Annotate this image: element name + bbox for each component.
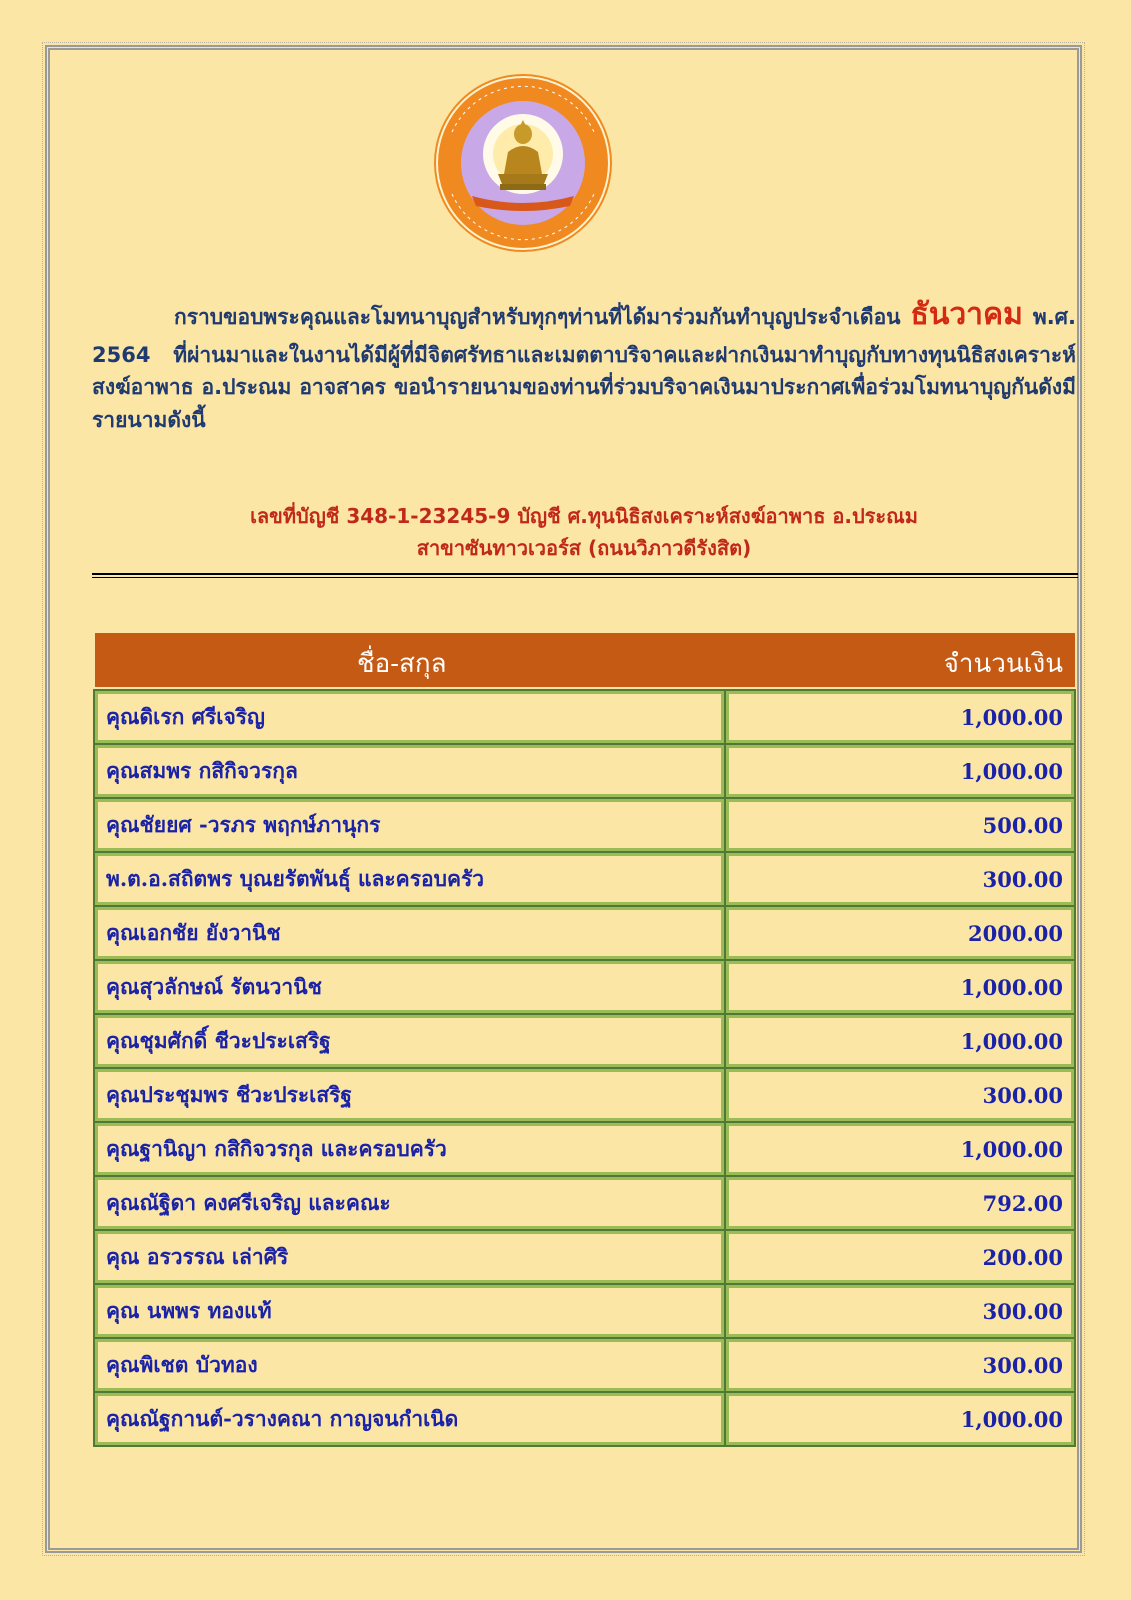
donation-amount: 1,000.00 [726, 1393, 1074, 1445]
header-amount: จำนวนเงิน [943, 649, 1063, 679]
donor-name: พ.ต.อ.สถิตพร บุณยรัตพันธุ์ และครอบครัว [95, 853, 724, 905]
donation-amount: 1,000.00 [726, 745, 1074, 797]
donation-amount: 300.00 [726, 1339, 1074, 1391]
donation-amount: 1,000.00 [726, 1015, 1074, 1067]
donation-amount: 200.00 [726, 1231, 1074, 1283]
donor-name: คุณชัยยศ -วรภร พฤกษ์ภานุกร [95, 799, 724, 851]
donor-name: คุณเอกชัย ยังวานิช [95, 907, 724, 959]
intro-paragraph [92, 292, 1076, 436]
donor-name: คุณ นพพร ทองแท้ [95, 1285, 724, 1337]
donation-amount: 792.00 [726, 1177, 1074, 1229]
donor-name: คุณประชุมพร ชีวะประเสริฐ [95, 1069, 724, 1121]
buddha-seal-icon [432, 72, 614, 254]
account-line-1: เลขที่บัญชี 348-1-23245-9 บัญชี ศ.ทุนนิธิสงเคราะห์สงฆ์อาพาธ อ.ประณม [250, 504, 918, 528]
donation-amount: 300.00 [726, 853, 1074, 905]
donor-table [93, 689, 1076, 1447]
account-line-2: สาขาซันทาวเวอร์ส (ถนนวิภาวดีรังสิต) [416, 536, 752, 560]
month-highlight: ธันวาคม [910, 297, 1023, 332]
divider [92, 573, 1078, 575]
header-name: ชื่อ-สกุล [357, 649, 447, 679]
donation-amount: 1,000.00 [726, 691, 1074, 743]
donation-amount: 300.00 [726, 1285, 1074, 1337]
donation-amount: 500.00 [726, 799, 1074, 851]
divider-thin [92, 577, 1078, 578]
donation-amount: 300.00 [726, 1069, 1074, 1121]
donation-amount: 1,000.00 [726, 961, 1074, 1013]
donor-name: คุณ อรวรรณ เล่าศิริ [95, 1231, 724, 1283]
intro-text-2: พ.ศ. 2564 ที่ผ่านมาและในงานได้มีผู้ที่มีจิตศรัทธาและเมตตาบริจาคและฝากเงินมาทำบุญกับทางทุนนิธิสงเคราะห์สงฆ์อาพาธ อ.ประณม อาจสาคร ขอนำรายนามของท่านที่ร่วมบริจาคเงินมาประกาศเพื่อร่วมโมทนาบุญกันดังมีรายนามดังนี้ [92, 305, 1076, 432]
donation-amount: 1,000.00 [726, 1123, 1074, 1175]
donor-name: คุณณัฐกานต์-วรางคณา กาญจนกำเนิด [95, 1393, 724, 1445]
donor-name: คุณชุมศักดิ์ ชีวะประเสริฐ [95, 1015, 724, 1067]
bank-account-info [92, 500, 1076, 564]
table-header [95, 633, 1075, 687]
donor-name: คุณพิเชต บัวทอง [95, 1339, 724, 1391]
donor-name: คุณสุวลักษณ์ รัตนวานิช [95, 961, 724, 1013]
donor-name: คุณฐานิญา กสิกิจวรกุล และครอบครัว [95, 1123, 724, 1175]
donor-name: คุณดิเรก ศรีเจริญ [95, 691, 724, 743]
donation-amount: 2000.00 [726, 907, 1074, 959]
donor-name: คุณสมพร กสิกิจวรกุล [95, 745, 724, 797]
intro-text-1: กราบขอบพระคุณและโมทนาบุญสำหรับทุกๆท่านที่ได้มาร่วมกันทำบุญประจำเดือน [174, 305, 911, 329]
donor-name: คุณณัฐิดา คงศรีเจริญ และคณะ [95, 1177, 724, 1229]
